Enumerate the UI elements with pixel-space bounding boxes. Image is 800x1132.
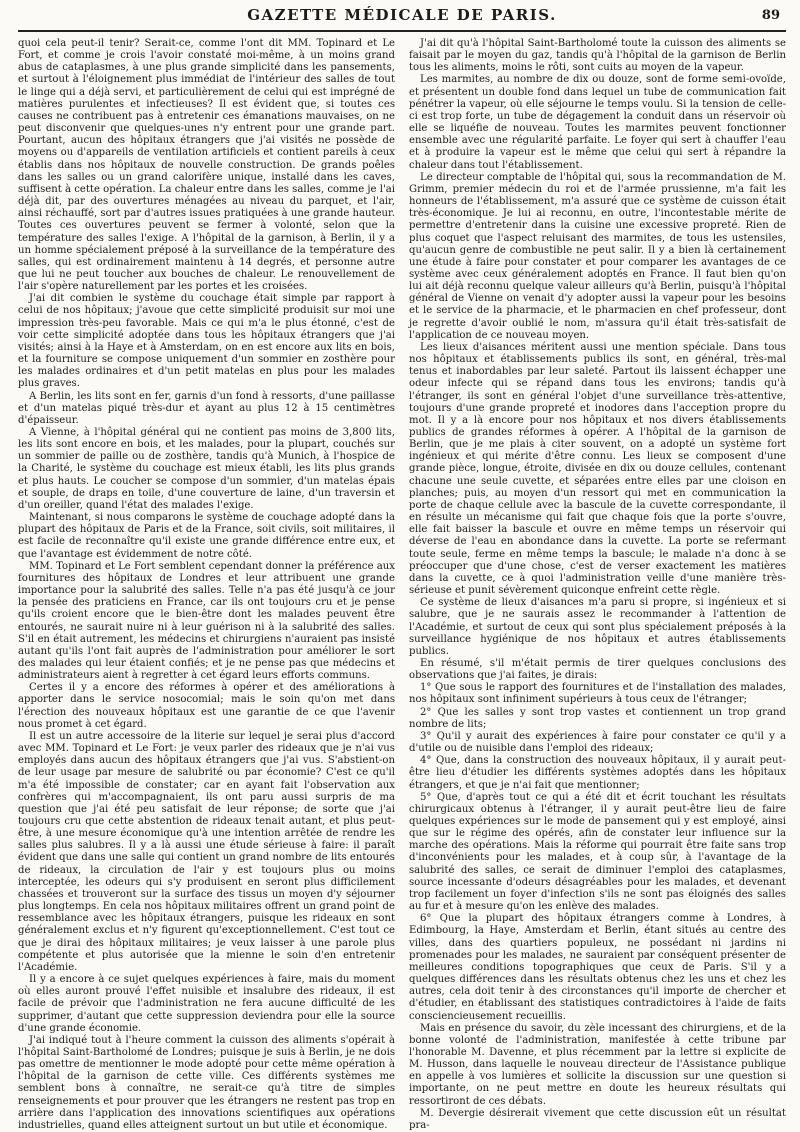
journal-title: GAZETTE MÉDICALE DE PARIS. [247, 6, 557, 24]
paragraph: J'ai indiqué tout à l'heure comment la cuisson des aliments s'opérait à l'hôpital Saint-Bartholomé de Londres; puisque je suis à Berlin, je ne dois pas omettre de mentionner le mode adopté pour cette même opération à l'hôpital de la garnison de cette ville. Ces différents systèmes me semblent bons à connaître, ne serait-ce qu'à titre de simples renseignements et pour prouver que les étrangers ne restent pas trop en arrière dans l'application des innovations scientifiques aux opérations industrielles, quand elles atteignent surtout un but utile et économique. [18, 1034, 395, 1131]
conclusion-item: 6° Que la plupart des hôpitaux étrangers comme à Londres, à Edimbourg, la Haye, Amsterdam et Berlin, étant situés au centre des villes, dans des quartiers populeux, ne possédant ni jardins ni promenades pour les malades, ne sauraient par conséquent présenter de meilleures conditions topographiques que ceux de Paris. S'il y a quelques différences dans les résultats obtenus chez les uns et chez les autres, cela doit tenir à des circonstances qu'il importe de chercher et d'étudier, en établissant des statistiques contradictoires à l'aide de faits consciencieusement recueillis. [409, 913, 786, 1022]
paragraph: A Vienne, à l'hôpital général qui ne contient pas moins de 3,800 lits, les lits sont encore en bois, et les malades, pour la plupart, couchés sur un sommier de paille ou de zosthère, tandis qu'à Munich, à l'hospice de la Charité, le système du couchage est mieux établi, les lits plus grands et plus hauts. Le coucher se compose d'un sommier, d'un matelas épais et souple, de draps en toile, d'une couverture de laine, d'un traversin et d'un oreiller, quand l'état des malades l'exige. [18, 427, 395, 511]
paragraph: Ce système de lieux d'aisances m'a paru si propre, si ingénieux et si salubre, que je ne saurais assez le recommander à l'attention de l'Académie, et surtout de ceux qui sont plus spécialement préposés à la surveillance hygiénique de nos hôpitaux et autres établissements publics. [409, 597, 786, 657]
page-header [18, 0, 786, 32]
paragraph: Maintenant, si nous comparons le système de couchage adopté dans la plupart des hôpitaux de Paris et de la France, soit civils, soit militaires, il est facile de reconnaître qu'il existe une grande différence entre eux, et que l'avantage est évidemment de notre côté. [18, 512, 395, 560]
paragraph: Certes il y a encore des réformes à opérer et des améliorations à apporter dans le service nosocomial; mais le soin qu'on met dans l'érection des nouveaux hôpitaux est une garantie de ce que l'avenir nous promet à cet égard. [18, 682, 395, 730]
page-number: 89 [761, 8, 780, 23]
paragraph: J'ai dit qu'à l'hôpital Saint-Bartholomé toute la cuisson des aliments se faisait par le moyen du gaz, tandis qu'à l'hôpital de la garnison de Berlin tous les aliments, moins le rôti, sont cuits au moyen de la vapeur. [409, 38, 786, 74]
left-column [18, 38, 395, 1132]
paragraph: J'ai dit combien le système du couchage était simple par rapport à celui de nos hôpitaux; j'avoue que cette simplicité produisit sur moi une impression très-peu favorable. Mais ce qui m'a le plus étonné, c'est de voir cette simplicité adoptée dans tous les hôpitaux étrangers que j'ai visités; ainsi à la Haye et à Amsterdam, on en est encore aux lits en bois, et la fourniture se compose uniquement d'un sommier en zosthère pour les malades ordinaires et d'un petit matelas en plus pour les malades plus graves. [18, 293, 395, 390]
paragraph: A Berlin, les lits sont en fer, garnis d'un fond à ressorts, d'une paillasse et d'un matelas piqué très-dur et ayant au plus 12 à 15 centimètres d'épaisseur. [18, 390, 395, 426]
conclusion-item: 5° Que, d'après tout ce qui a été dit et écrit touchant les résultats chirurgicaux obtenus à l'étranger, il y aurait peut-être lieu de faire quelques expériences sur le mode de pansement qui y est employé, ainsi que sur le régime des opérés, afin de constater leur influence sur la marche des opérations. Mais la réforme qui pourrait être faite sans trop d'inconvénients pour les malades, et à coup sûr, à l'avantage de la salubrité des salles, ce serait de diminuer l'emploi des cataplasmes, source incessante d'odeurs désagréables pour les malades, et devenant trop facilement un foyer d'infection s'ils ne sont pas éloignés des salles au fur et à mesure qu'on les enlève des malades. [409, 791, 786, 913]
paragraph: M. Devergie désirerait vivement que cette discussion eût un résultat pra- [409, 1107, 786, 1131]
paragraph: En résumé, s'il m'était permis de tirer quelques conclusions des observations que j'ai faites, je dirais: [409, 657, 786, 682]
paragraph: Les marmites, au nombre de dix ou douze, sont de forme semi-ovoïde, et présentent un double fond dans lequel un tube de communication fait pénétrer la vapeur, où elle séjourne le temps voulu. Si la tension de celle-ci est trop forte, un tube de dégagement la conduit dans un réservoir où elle se liquéfie de nouveau. Toutes les marmites peuvent fonctionner ensemble avec une régularité parfaite. Le foyer qui sert à chauffer l'eau et à produire la vapeur est le même que celui qui sert à répandre la chaleur dans tout l'établissement. [409, 74, 786, 171]
conclusions-list [409, 682, 786, 1022]
paragraph: Il est un autre accessoire de la literie sur lequel je serai plus d'accord avec MM. Topinard et Le Fort: je veux parler des rideaux que je n'ai vus employés dans aucun des hôpitaux étrangers que j'ai vus. S'abstient-on de leur usage par mesure de salubrité ou par économie? C'est ce qu'il m'a été impossible de constater; car en ayant fait l'observation aux confrères qui m'accompagnaient, ils ont paru aussi surpris de ma question que j'ai été peu satisfait de leur réponse; de sorte que j'ai toujours cru que cette abstention de rideaux tenait autant, et plus peut-être, à une mesure économique qu'à une intention arrêtée de rendre les salles plus salubres. Il y a là aussi une étude sérieuse à faire: il paraît évident que dans une salle qui contient un grand nombre de lits entourés de rideaux, la circulation de l'air y est toujours plus ou moins interceptée, les odeurs qui s'y produisent en seront plus difficilement chassées et trouveront sur la surface des tissus un moyen d'y séjourner plus longtemps. En cela nos hôpitaux militaires offrent un grand point de ressemblance avec les hôpitaux étrangers, puisque les rideaux en sont généralement exclus et n'y figurent qu'exceptionnellement. C'est tout ce que je dirai des hôpitaux militaires; je veux laisser à une parole plus compétente et plus autorisée que la mienne le soin d'en entretenir l'Académie. [18, 730, 395, 973]
paragraph: MM. Topinard et Le Fort semblent cependant donner la préférence aux fournitures des hôpitaux de Londres et leur attribuent une grande importance pour la salubrité des salles. Telle n'a pas été jusqu'à ce jour la pensée des praticiens en France, car ils ont toujours cru et je pense qu'ils croient encore que le bien-être dont les malades peuvent être entourés, ne saurait nuire ni à leur guérison ni à la salubrité des salles. S'il en était autrement, les médecins et chirurgiens n'auraient pas insisté autant qu'ils l'ont fait auprès de l'administration pour améliorer le sort des malades qui leur étaient confiés; et je ne pense pas que médecins et administrateurs aient à regretter à cet égard leurs efforts communs. [18, 560, 395, 682]
paragraph: Il y a encore à ce sujet quelques expériences à faire, mais du moment où elles auront prouvé l'effet nuisible et insalubre des rideaux, il est facile de prévoir que l'administration ne fera aucune difficulté de les supprimer, d'autant que cette suppression deviendra pour elle la source d'une grande économie. [18, 974, 395, 1034]
right-column [409, 38, 786, 1132]
conclusion-item: 2° Que les salles y sont trop vastes et contiennent un trop grand nombre de lits; [409, 706, 786, 730]
conclusion-item: 1° Que sous le rapport des fournitures et de l'installation des malades, nos hôpitaux sont infiniment supérieurs à tous ceux de l'étranger; [409, 682, 786, 706]
conclusion-item: 4° Que, dans la construction des nouveaux hôpitaux, il y aurait peut-être lieu d'étudier les différents systèmes adoptés dans les hôpitaux étrangers, et que je n'ai fait que mentionner; [409, 755, 786, 791]
paragraph: Le directeur comptable de l'hôpital qui, sous la recommandation de M. Grimm, premier médecin du roi et de l'armée prussienne, m'a fait les honneurs de l'établissement, m'a assuré que ce système de cuisson était très-économique. Je lui ai reconnu, en outre, l'incontestable mérite de permettre d'entretenir dans la cuisine une excessive propreté. Rien de plus coquet que l'aspect reluisant des marmites, de tous les ustensiles, qu'aucun genre de combustible ne peut salir. Il y a bien là certainement une étude à faire pour constater et pour comparer les avantages de ce système avec ceux généralement adoptés en France. Il faut bien qu'on lui ait déjà reconnu quelque valeur ailleurs qu'à Berlin, puisqu'à l'hôpital général de Vienne on venait d'y adopter aussi la vapeur pour les besoins et le service de la pharmacie, et le pharmacien en chef professeur, dont je regrette d'avoir oublié le nom, m'assura qu'il était très-satisfait de l'application de ce nouveau moyen. [409, 171, 786, 341]
conclusion-item: 3° Qu'il y aurait des expériences à faire pour constater ce qu'il y a d'utile ou de nuisible dans l'emploi des rideaux; [409, 730, 786, 755]
paragraph: quoi cela peut-il tenir? Serait-ce, comme l'ont dit MM. Topinard et Le Fort, et comme je crois l'avoir constaté moi-même, à un moins grand abus de cataplasmes, à une plus grande simplicité dans les pansements, et surtout à l'éloignement plus immédiat de l'intérieur des salles de tout le linge qui a déjà servi, et particulièrement de celui qui est imprégné de matières purulentes et infectieuses? Il est évident que, si toutes ces causes ne contribuent pas à entretenir ces émanations mauvaises, on ne peut disconvenir que quelques-unes n'y entrent pour une grande part. Pourtant, aucun des hôpitaux étrangers que j'ai visités ne possède de moyens ou d'appareils de ventilation artificiels et contient pareils à ceux établis dans nos hôpitaux de nouvelle construction. De grands poêles dans les salles ou un grand calorifère unique, installé dans les caves, suffisent à cette opération. La chaleur entre dans les salles, comme je l'ai déjà dit, par des ouvertures ménagées au niveau du parquet, et l'air, ainsi réchauffé, sort par d'autres issues pratiquées à une grande hauteur. Toutes ces ouvertures peuvent se fermer à volonté, selon que la température des salles l'exige. A l'hôpital de la garnison, à Berlin, il y a un homme spécialement préposé à la surveillance de la température des salles, qui est ordinairement maintenu à 14 degrés, et personne autre que lui ne peut toucher aux bouches de chaleur. Le renouvellement de l'air s'opère naturellement par les portes et les croisées. [18, 38, 395, 293]
paragraph: Les lieux d'aisances méritent aussi une mention spéciale. Dans tous nos hôpitaux et établissements publics ils sont, en général, très-mal tenus et inabordables par leur saleté. Partout ils laissent échapper une odeur infecte qui se répand dans tous les environs; tandis qu'à l'étranger, ils sont en général l'objet d'une surveillance très-attentive, toujours d'une grande propreté et inodores dans l'acception propre du mot. Il y a là encore pour nos hôpitaux et nos divers établissements publics de grandes réformes à opérer. A l'hôpital de la garnison de Berlin, que je me plais à citer souvent, on a adopté un système fort ingénieux et qui mérite d'être connu. Les lieux se composent d'une grande pièce, longue, étroite, divisée en dix ou douze cellules, contenant chacune une seule cuvette, et séparées entre elles par une cloison en planches; puis, au moyen d'un ressort qui met en communication la porte de chaque cellule avec la bascule de la cuvette correspondante, il en résulte un mécanisme qui fait que chaque fois que la porte s'ouvre, elle fait baisser la bascule et ouvre en même temps un réservoir qui déverse de l'eau en abondance dans la cuvette. La porte se refermant toute seule, ferme en même temps la bascule; le malade n'a donc à se préoccuper que d'une chose, c'est de verser exactement les matières dans la cuvette, ce à quoi l'administration veille d'une manière très-sérieuse et punit sévèrement quiconque enfreint cette règle. [409, 341, 786, 597]
paragraph: Mais en présence du savoir, du zèle incessant des chirurgiens, et de la bonne volonté de l'administration, manifestée à cette tribune par l'honorable M. Davenne, et plus récemment par la lettre si explicite de M. Husson, dans laquelle le nouveau directeur de l'Assistance publique en appelle à vos lumières et sollicite la discussion sur une question si importante, on ne peut mettre en doute les heureux résultats qui ressortiront de ces débats. [409, 1022, 786, 1107]
